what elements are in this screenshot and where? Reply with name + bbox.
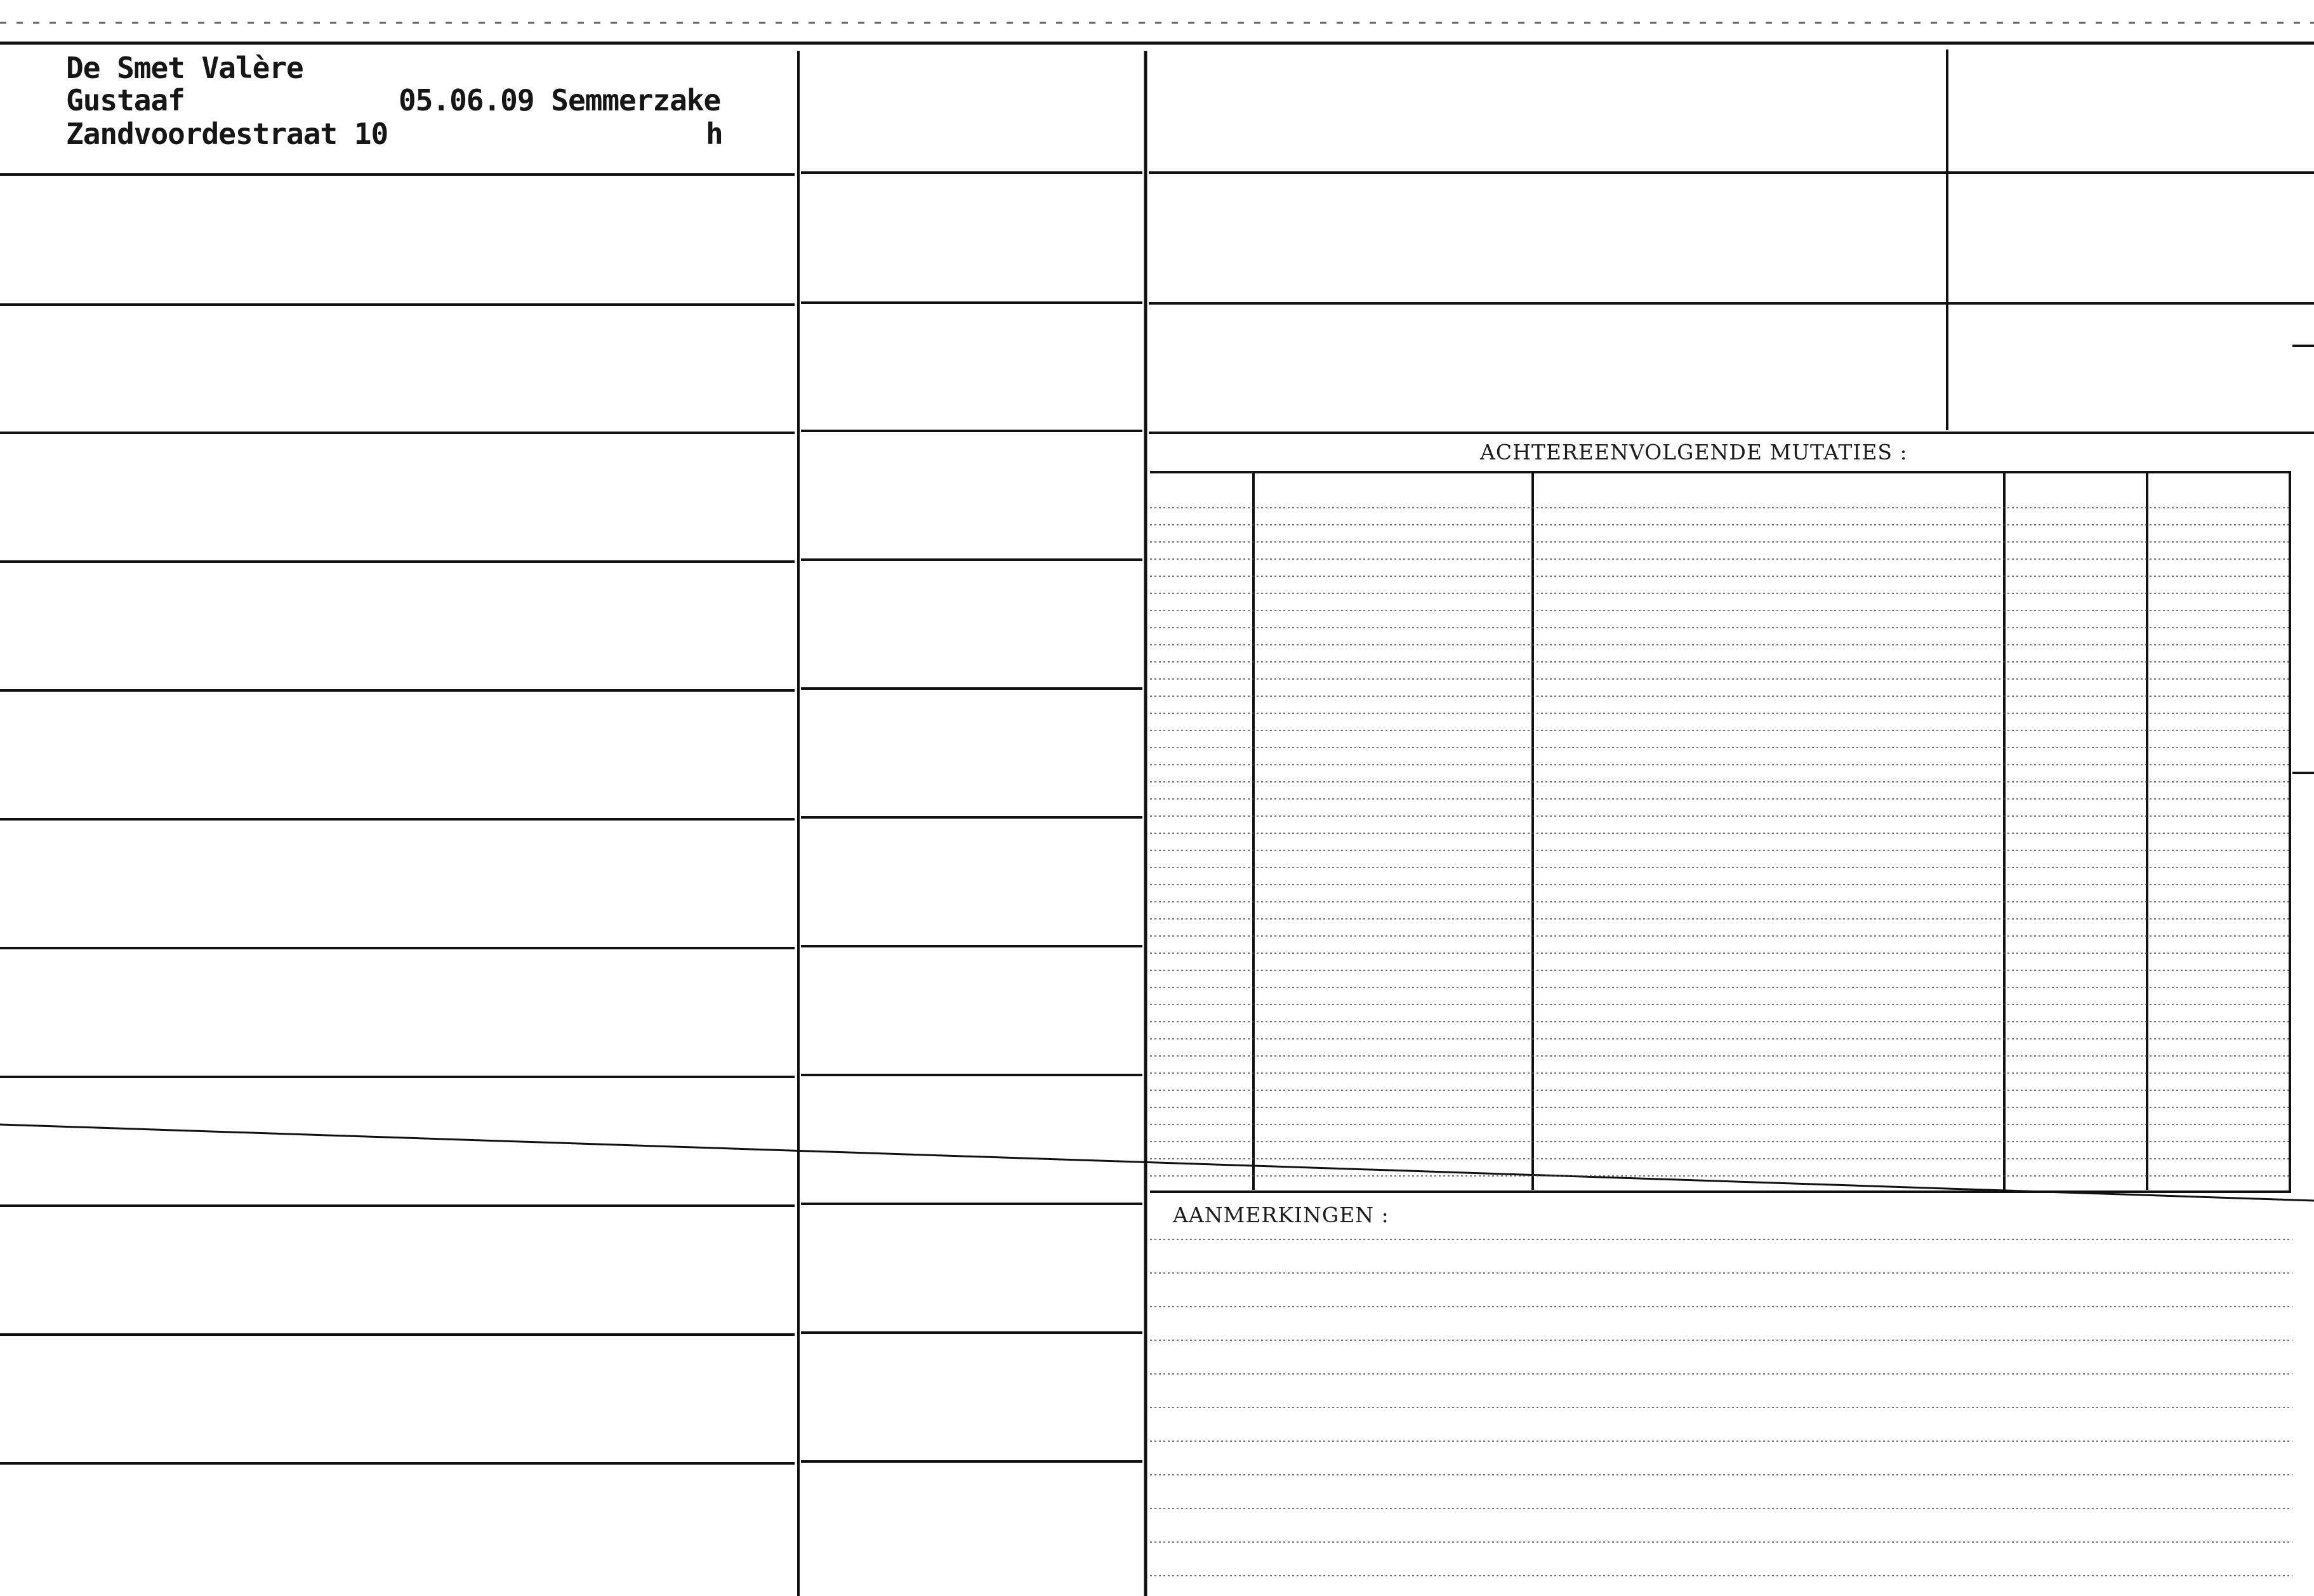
mutations-heading: ACHTEREENVOLGENDE MUTATIES :: [1480, 440, 1908, 465]
remarks-heading: AANMERKINGEN :: [1173, 1203, 1389, 1227]
birth-date-place: 05.06.09 Semmerzake: [399, 83, 721, 117]
person-name: De Smet Valère: [66, 51, 303, 85]
person-address: Zandvoordestraat 10: [66, 117, 388, 151]
margin-mark: h: [706, 117, 723, 151]
person-second-name: Gustaaf: [66, 83, 185, 117]
